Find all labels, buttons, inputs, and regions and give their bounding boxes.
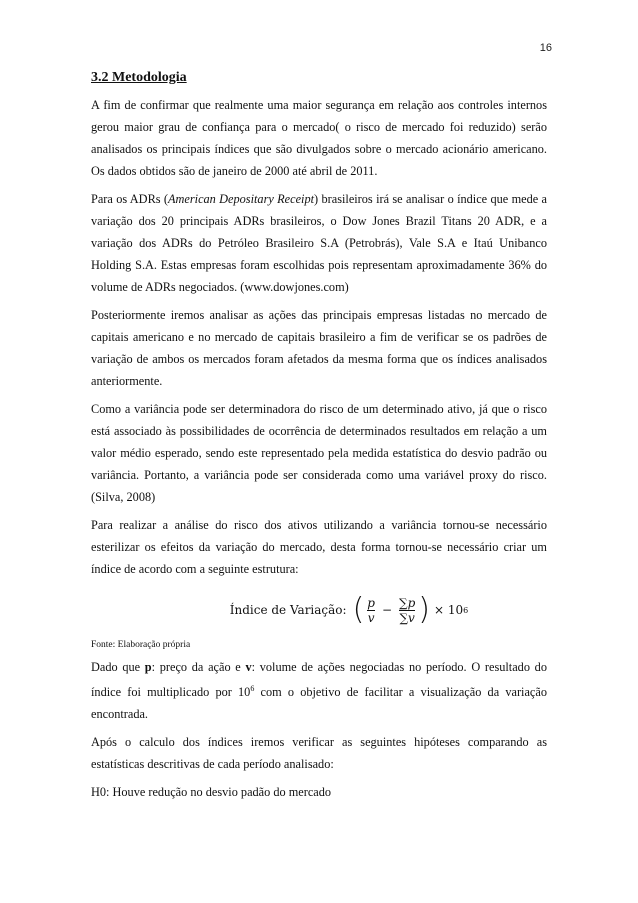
definitions-text-c: : volume de ações negociadas no período. O resultado do índice foi multiplicado por 10 xyxy=(91,660,547,700)
formula-fraction-p-v xyxy=(367,596,375,625)
formula-times: × 10 xyxy=(434,603,464,617)
paragraph-adrs-italic: American Depositary Receipt xyxy=(168,192,315,206)
paragraph-intro: A fim de confirmar que realmente uma maior segurança em relação aos controles internos gerou maior grau de confiança para o mercado( o risco de mercado foi reduzido) serão analisados os principais índices que são divulgados sobre o mercado acionário americano. Os dados obtidos são de janeiro de 2000 até abril de 2011. xyxy=(91,98,547,178)
formula-label: Índice de Variação: xyxy=(229,603,347,617)
paragraph-index: Para realizar a análise do risco dos ativos utilizando a variância tornou-se necessário esterilizar os efeitos da variação do mercado, desta forma tornou-se necessário criar um índice de acordo com a seguinte estrutura: xyxy=(91,518,547,576)
formula-minus: − xyxy=(381,603,393,617)
variation-index-formula xyxy=(151,590,547,630)
definitions-text-d: com o objetivo de facilitar a visualização da variação encontrada. xyxy=(91,685,547,722)
definitions-v: v xyxy=(245,660,252,674)
definitions-text-a: Dado que xyxy=(91,660,145,674)
section-heading: 3.2 Metodologia xyxy=(91,70,187,85)
definitions-p: p xyxy=(144,660,152,674)
formula-close-paren: ) xyxy=(418,592,430,627)
paragraph-adrs xyxy=(91,188,547,298)
paragraph-variance: Como a variância pode ser determinadora do risco de um determinado ativo, já que o risco está associado às possibilidades de ocorrência de determinados resultados em relação a um valor médio esperado, sendo este representado pela medida estatística do desvio padrão ou variância. Portanto, a variância pode ser considerada como uma variável proxy do risco. (Silva, 2008) xyxy=(91,402,547,504)
paragraph-adrs-text-b: ) brasileiros irá se analisar o índice que mede a variação dos 20 principais ADRs brasileiros, o Dow Jones Brazil Titans 20 ADR, e a variação dos ADRs do Petróleo Brasileiro S.A (Petrobrás), Vale S.A e Itaú Unibanco Holding S.A. Estas empresas foram escolhidas pois representam aproximadamente 36% do volume de ADRs negociados. (www.dowjones.com) xyxy=(91,192,548,294)
formula-frac1-num: p xyxy=(367,595,375,610)
formula-frac1-den: v xyxy=(367,610,375,625)
definitions-exponent: 6 xyxy=(250,684,255,693)
hypothesis-h0: H0: Houve redução no desvio padão do mercado xyxy=(91,785,332,800)
definitions-text-b: : preço da ação e xyxy=(151,660,246,674)
document-body xyxy=(91,70,547,809)
paragraph-hypotheses: Após o calculo dos índices iremos verificar as seguintes hipóteses comparando as estatísticas descritivas de cada período analisado: xyxy=(91,735,547,772)
formula-frac2-den: ∑v xyxy=(399,610,415,625)
paragraph-definitions xyxy=(91,656,547,725)
paragraph-adrs-text-a: Para os ADRs ( xyxy=(91,192,169,206)
formula-fraction-sum xyxy=(399,596,415,625)
formula-frac2-num: ∑p xyxy=(399,595,416,610)
paragraph-stocks: Posteriormente iremos analisar as ações das principais empresas listadas no mercado de capitais americano e no mercado de capitais brasileiro a fim de verificar se os padrões de variação de ambos os mercados foram afetados da mesma forma que os índices analisados anteriormente. xyxy=(91,308,547,388)
formula-open-paren: ( xyxy=(352,592,365,627)
formula-source: Fonte: Elaboração própria xyxy=(91,640,191,650)
page-number: 16 xyxy=(539,42,552,54)
formula-exponent: 6 xyxy=(463,605,469,615)
